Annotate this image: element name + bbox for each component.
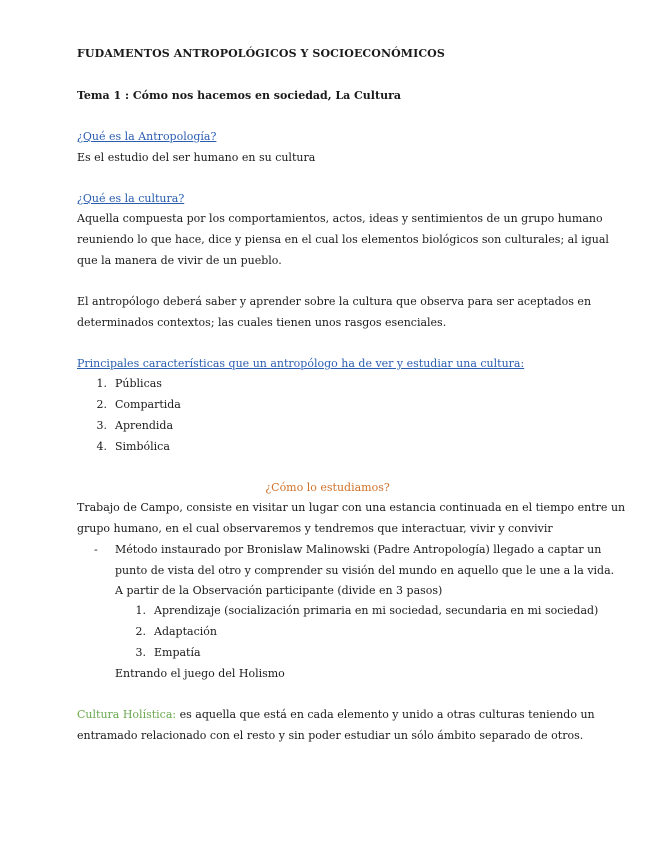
bullet-line: Método instaurado por Bronislaw Malinowski (Padre Antropología) llegado a captar un [115, 543, 602, 556]
step-number: 1. [135, 604, 146, 617]
step-text: Empatía [154, 646, 201, 659]
list-item [87, 377, 162, 391]
culture-paragraph-line: que la manera de vivir de un pueblo. [77, 254, 282, 267]
fieldwork-paragraph-line: Trabajo de Campo, consiste en visitar un lugar con una estancia continuada en el tiempo entre un [77, 501, 626, 514]
holistic-label: Cultura Holística: [77, 708, 177, 721]
list-item-number: 3. [96, 419, 107, 432]
question-anthropology-link[interactable]: ¿Qué es la Antropología? [77, 130, 217, 143]
bullet-line: A partir de la Observación participante (divide en 3 pasos) [115, 584, 443, 597]
fieldwork-paragraph-line: grupo humano, en el cual observaremos y tendremos que interactuar, vivir y convivir [77, 522, 553, 535]
list-item [87, 440, 170, 454]
step-text: Adaptación [154, 625, 217, 638]
holistic-paragraph-line [77, 708, 595, 722]
list-item-text: Aprendida [115, 419, 173, 432]
holistic-text: es aquella que está en cada elemento y unido a otras culturas teniendo un [176, 708, 595, 721]
step-number: 3. [135, 646, 146, 659]
anthropology-answer: Es el estudio del ser humano en su cultura [77, 151, 316, 164]
list-item-number: 1. [96, 377, 107, 390]
step-item [126, 625, 217, 639]
step-item [126, 604, 598, 618]
list-item-text: Públicas [115, 377, 162, 390]
study-heading: ¿Cómo lo estudiamos? [265, 481, 390, 494]
holism-line: Entrando el juego del Holismo [115, 667, 285, 680]
question-culture-link[interactable]: ¿Qué es la cultura? [77, 192, 185, 205]
list-item-text: Simbólica [115, 440, 170, 453]
step-item [126, 646, 201, 660]
document-title: FUDAMENTOS ANTROPOLÓGICOS Y SOCIOECONÓMICOS [77, 47, 445, 60]
bullet-line: punto de vista del otro y comprender su visión del mundo en aquello que le une a la vida. [115, 564, 615, 577]
holistic-paragraph-line: entramado relacionado con el resto y sin poder estudiar un sólo ámbito separado de otros. [77, 729, 584, 742]
list-item [87, 398, 181, 412]
characteristics-heading-link[interactable]: Principales características que un antropólogo ha de ver y estudiar una cultura: [77, 357, 525, 370]
culture-paragraph-line: reuniendo lo que hace, dice y piensa en el cual los elementos biológicos son culturales; al igual [77, 233, 609, 246]
list-item-number: 4. [96, 440, 107, 453]
step-text: Aprendizaje (socialización primaria en mi sociedad, secundaria en mi sociedad) [154, 604, 599, 617]
list-item-text: Compartida [115, 398, 181, 411]
step-number: 2. [135, 625, 146, 638]
bullet-marker: - [94, 543, 98, 556]
list-item [87, 419, 173, 433]
anthropologist-paragraph-line: El antropólogo deberá saber y aprender sobre la cultura que observa para ser aceptados en [77, 295, 592, 308]
topic-heading: Tema 1 : Cómo nos hacemos en sociedad, La Cultura [77, 89, 401, 102]
anthropologist-paragraph-line: determinados contextos; las cuales tienen unos rasgos esenciales. [77, 316, 447, 329]
list-item-number: 2. [96, 398, 107, 411]
culture-paragraph-line: Aquella compuesta por los comportamientos, actos, ideas y sentimientos de un grupo humano [77, 212, 603, 225]
